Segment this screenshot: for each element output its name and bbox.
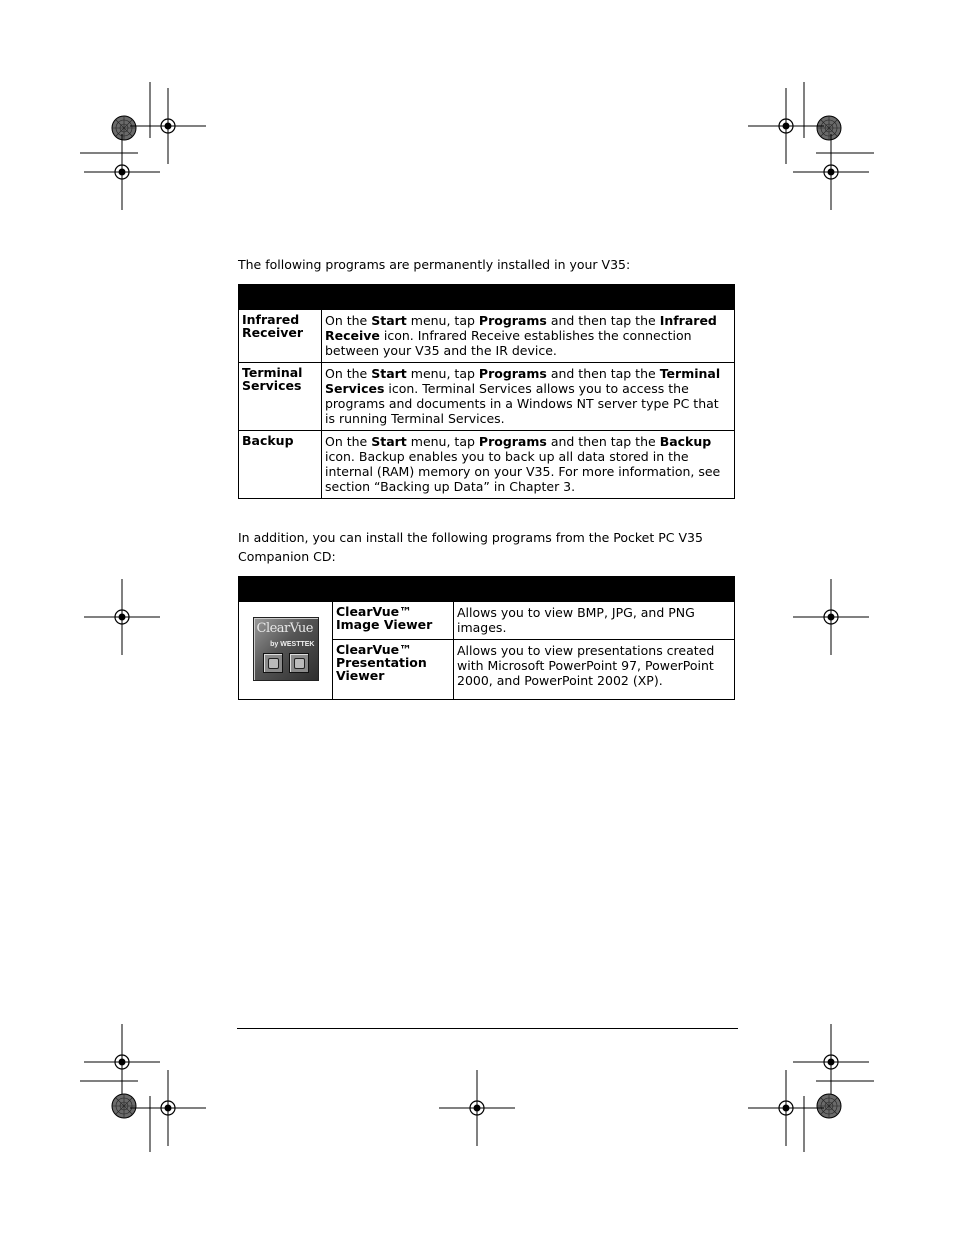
table-row xyxy=(239,310,735,363)
presentation-viewer-icon xyxy=(289,653,309,673)
program-name: ClearVue™ Image Viewer xyxy=(333,602,454,640)
program-description: Allows you to view BMP, JPG, and PNG images. xyxy=(454,602,735,640)
program-description: On the Start menu, tap Programs and then tap the Terminal Services icon. Terminal Services allows you to access the programs and documents in a Windows NT server type PC that is running Terminal Services. xyxy=(322,363,735,431)
program-name: ClearVue™ Presentation Viewer xyxy=(333,640,454,700)
program-description: On the Start menu, tap Programs and then tap the Infrared Receive icon. Infrared Receive establishes the connection between your V35 and the IR device. xyxy=(322,310,735,363)
program-name: Backup xyxy=(239,431,322,499)
logo-byline: by WESTTEK xyxy=(270,640,315,648)
logo-cell xyxy=(239,602,333,700)
program-description: Allows you to view presentations created with Microsoft PowerPoint 97, PowerPoint 2000, and PowerPoint 2002 (XP). xyxy=(454,640,735,700)
program-name: Infrared Receiver xyxy=(239,310,322,363)
installed-programs-table xyxy=(238,284,735,499)
table-header-row xyxy=(239,285,735,310)
companion-programs-table xyxy=(238,576,735,700)
table-row xyxy=(239,602,735,640)
intro-text: The following programs are permanently installed in your V35: xyxy=(238,257,631,272)
additional-text: In addition, you can install the following programs from the Pocket PC V35 Companion CD: xyxy=(238,530,703,564)
table-header-row xyxy=(239,577,735,602)
image-viewer-icon xyxy=(263,653,283,673)
table-row xyxy=(239,363,735,431)
program-description: On the Start menu, tap Programs and then tap the Backup icon. Backup enables you to back up all data stored in the internal (RAM) memory on your V35. For more information, see section “Backing up Data” in Chapter 3. xyxy=(322,431,735,499)
logo-brand: ClearVue xyxy=(256,620,313,636)
clearvue-logo-icon xyxy=(253,617,319,681)
table-row xyxy=(239,431,735,499)
footer-rule xyxy=(237,1028,738,1029)
program-name: Terminal Services xyxy=(239,363,322,431)
